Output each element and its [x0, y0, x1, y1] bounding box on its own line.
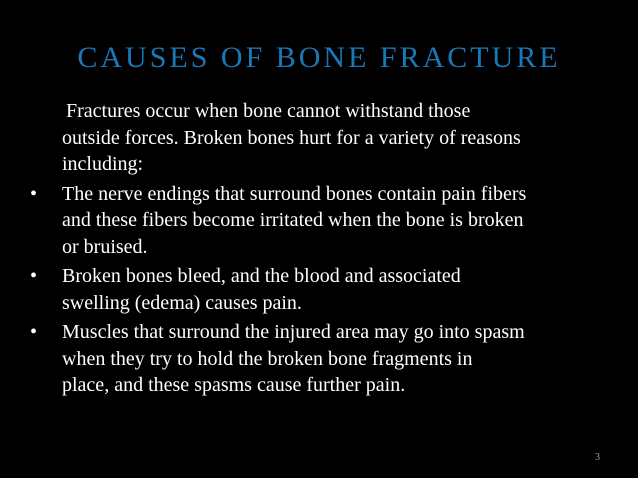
bullet-line: The nerve endings that surround bones contain pain fibers — [62, 182, 527, 205]
page-number: 3 — [595, 452, 600, 463]
bullet-item-nerve-endings — [30, 181, 610, 261]
bullet-line: swelling (edema) causes pain. — [62, 291, 302, 314]
bullet-icon: • — [30, 321, 38, 343]
bullet-line: when they try to hold the broken bone fragments in — [62, 347, 473, 370]
intro-line: outside forces. Broken bones hurt for a variety of reasons — [62, 126, 521, 149]
intro-line: including: — [62, 153, 144, 175]
bullet-line: Broken bones bleed, and the blood and associated — [62, 265, 461, 287]
intro-paragraph — [30, 98, 610, 178]
bullet-item-muscle-spasm — [30, 319, 610, 399]
bullet-line: and these fibers become irritated when the bone is broken — [62, 209, 524, 231]
bullet-item-bleeding — [30, 263, 610, 316]
bullet-line: or bruised. — [62, 235, 148, 258]
slide-title: CAUSES OF BONE FRACTURE — [77, 41, 561, 74]
intro-line: Fractures occur when bone cannot withstand those — [66, 100, 471, 122]
bullet-list — [30, 181, 610, 399]
bullet-line: Muscles that surround the injured area may go into spasm — [62, 321, 525, 343]
slide-body — [30, 98, 610, 399]
bullet-icon: • — [30, 265, 38, 287]
bullet-icon: • — [30, 182, 38, 205]
bullet-line: place, and these spasms cause further pain. — [62, 374, 406, 396]
